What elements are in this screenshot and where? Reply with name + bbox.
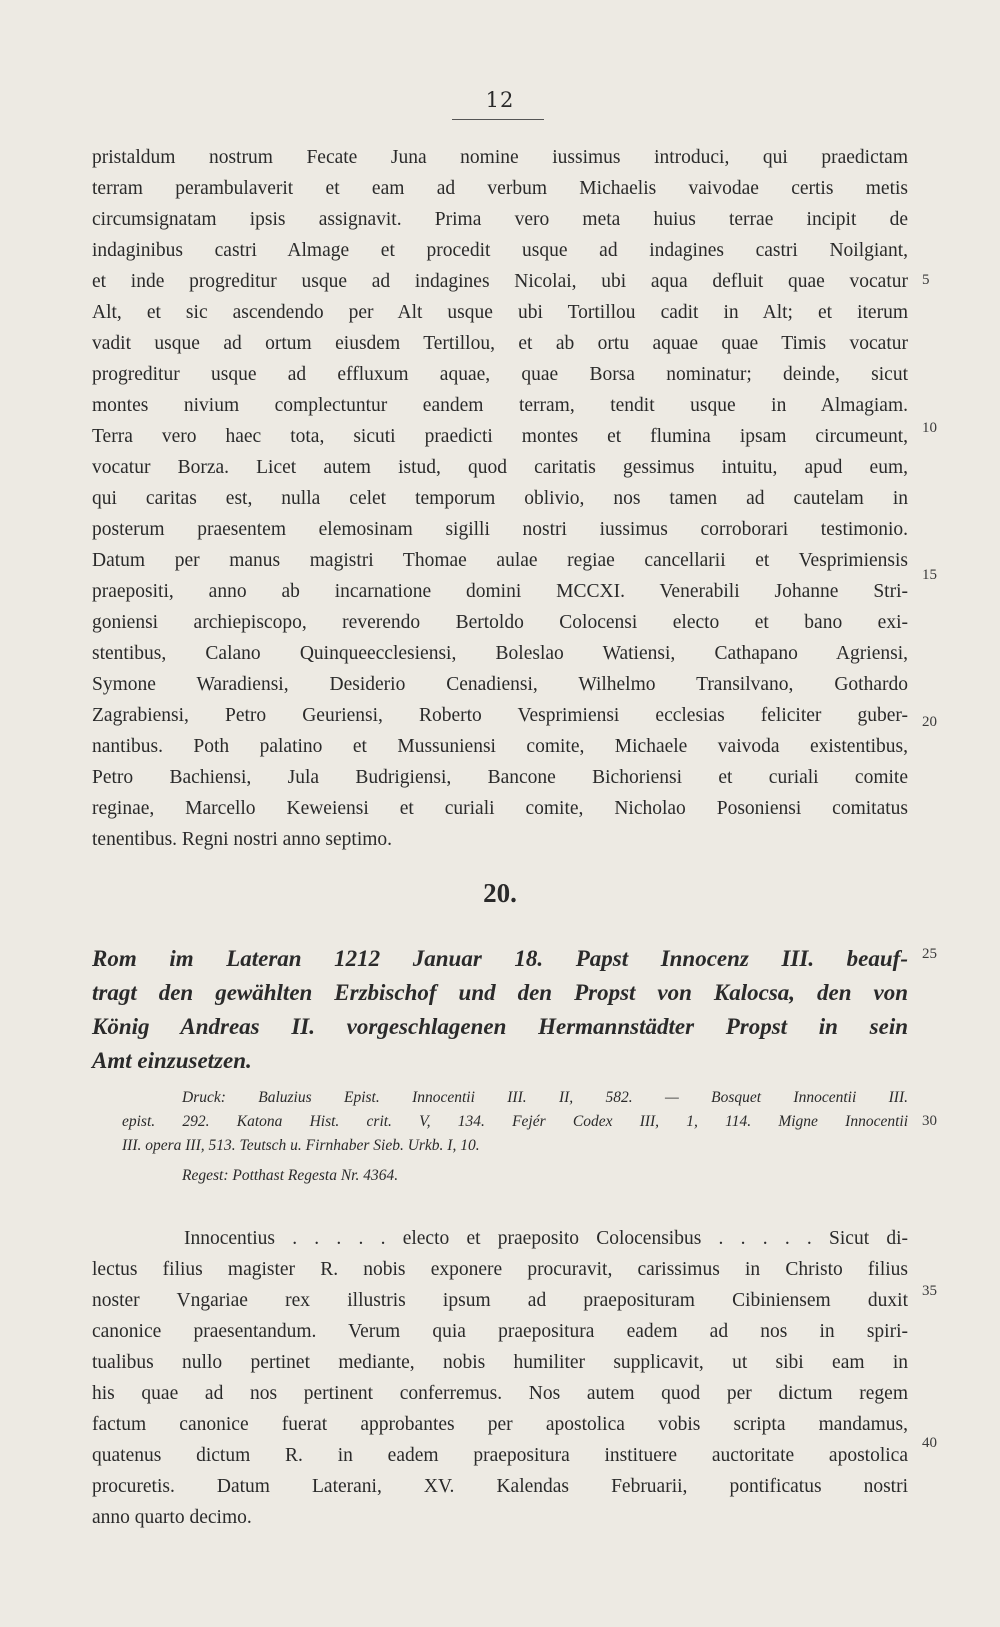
text-line: posterum praesentem elemosinam sigilli nostri iussimus corroborari testimonio. xyxy=(92,519,908,540)
reference-line: III. opera III, 513. Teutsch u. Firnhaber Sieb. Urkb. I, 10. xyxy=(122,1137,480,1154)
line-number: 30 xyxy=(922,1113,937,1129)
text-line: vocatur Borza. Licet autem istud, quod caritatis gessimus intuitu, apud eum, xyxy=(92,457,908,478)
text-line: quatenus dictum R. in eadem praepositura instituere auctoritate apostolica xyxy=(92,1445,908,1466)
references-block xyxy=(92,1086,908,1188)
text-line: lectus filius magister R. nobis exponere procuravit, carissimus in Christo filius xyxy=(92,1259,908,1280)
heading-line: Amt einzusetzen. xyxy=(92,1048,252,1073)
line-number: 35 xyxy=(922,1283,937,1299)
reference-line: epist. 292. Katona Hist. crit. V, 134. Fejér Codex III, 1, 114. Migne Innocentii xyxy=(122,1113,908,1130)
text-line: Alt, et sic ascendendo per Alt usque ubi Tortillou cadit in Alt; et iterum xyxy=(92,302,908,323)
document-heading xyxy=(92,942,908,1078)
text-line: Petro Bachiensi, Jula Budrigiensi, Bancone Bichoriensi et curiali comite xyxy=(92,767,908,788)
text-line: procuretis. Datum Laterani, XV. Kalendas Februarii, pontificatus nostri xyxy=(92,1476,908,1497)
heading-line: König Andreas II. vorgeschlagenen Hermannstädter Propst in sein xyxy=(92,1014,908,1039)
reference-line: Druck: Baluzius Epist. Innocentii III. II, 582. — Bosquet Innocentii III. xyxy=(182,1089,908,1106)
text-line: terram perambulaverit et eam ad verbum Michaelis vaivodae certis metis xyxy=(92,178,908,199)
heading-line: tragt den gewählten Erzbischof und den Propst von Kalocsa, den von xyxy=(92,980,908,1005)
text-line: noster Vngariae rex illustris ipsum ad praeposituram Cibiniensem duxit xyxy=(92,1290,908,1311)
text-line: progreditur usque ad effluxum aquae, quae Borsa nominatur; deinde, sicut xyxy=(92,364,908,385)
text-block-2 xyxy=(92,1223,908,1533)
text-line: canonice praesentandum. Verum quia praepositura eadem ad nos in spiri- xyxy=(92,1321,908,1342)
line-number: 40 xyxy=(922,1435,937,1451)
text-line: praepositi, anno ab incarnatione domini MCCXI. Venerabili Johanne Stri- xyxy=(92,581,908,602)
text-line: Innocentius . . . . . electo et praeposito Colocensibus . . . . . Sicut di- xyxy=(184,1228,908,1249)
text-line: his quae ad nos pertinent conferremus. Nos autem quod per dictum regem xyxy=(92,1383,908,1404)
line-number: 5 xyxy=(922,272,930,288)
text-line: qui caritas est, nulla celet temporum oblivio, nos tamen ad cautelam in xyxy=(92,488,908,509)
text-line: circumsignatam ipsis assignavit. Prima vero meta huius terrae incipit de xyxy=(92,209,908,230)
text-line: nantibus. Poth palatino et Mussuniensi comite, Michaele vaivoda existentibus, xyxy=(92,736,908,757)
reference-line: Regest: Potthast Regesta Nr. 4364. xyxy=(182,1167,399,1184)
text-line: montes nivium complectuntur eandem terram, tendit usque in Almagiam. xyxy=(92,395,908,416)
heading-line: Rom im Lateran 1212 Januar 18. Papst Innocenz III. beauf- xyxy=(92,946,908,971)
text-line: Zagrabiensi, Petro Geuriensi, Roberto Vesprimiensi ecclesias feliciter guber- xyxy=(92,705,908,726)
text-line: et inde progreditur usque ad indagines Nicolai, ubi aqua defluit quae vocatur xyxy=(92,271,908,292)
line-number: 25 xyxy=(922,946,937,962)
text-line: indaginibus castri Almage et procedit usque ad indagines castri Noilgiant, xyxy=(92,240,908,261)
text-line: pristaldum nostrum Fecate Juna nomine iussimus introduci, qui praedictam xyxy=(92,147,908,168)
text-line: tenentibus. Regni nostri anno septimo. xyxy=(92,829,393,850)
text-line: Symone Waradiensi, Desiderio Cenadiensi, Wilhelmo Transilvano, Gothardo xyxy=(92,674,908,695)
text-line: vadit usque ad ortum eiusdem Tertillou, et ab ortu aquae quae Timis vocatur xyxy=(92,333,908,354)
line-number: 20 xyxy=(922,714,937,730)
text-line: stentibus, Calano Quinqueecclesiensi, Boleslao Watiensi, Cathapano Agriensi, xyxy=(92,643,908,664)
page-number-rule xyxy=(452,119,544,120)
text-line: factum canonice fuerat approbantes per apostolica vobis scripta mandamus, xyxy=(92,1414,908,1435)
line-number: 10 xyxy=(922,420,937,436)
text-line: goniensi archiepiscopo, reverendo Bertoldo Colocensi electo et bano exi- xyxy=(92,612,908,633)
line-number: 15 xyxy=(922,567,937,583)
text-line: tualibus nullo pertinet mediante, nobis humiliter supplicavit, ut sibi eam in xyxy=(92,1352,908,1373)
text-block-1 xyxy=(92,142,908,855)
text-line: Terra vero haec tota, sicuti praedicti montes et flumina ipsam circumeunt, xyxy=(92,426,908,447)
page-number: 12 xyxy=(485,88,515,112)
document-number: 20. xyxy=(483,878,517,908)
text-line: anno quarto decimo. xyxy=(92,1507,252,1528)
text-line: Datum per manus magistri Thomae aulae regiae cancellarii et Vesprimiensis xyxy=(92,550,908,571)
text-line: reginae, Marcello Keweiensi et curiali comite, Nicholao Posoniensi comitatus xyxy=(92,798,908,819)
